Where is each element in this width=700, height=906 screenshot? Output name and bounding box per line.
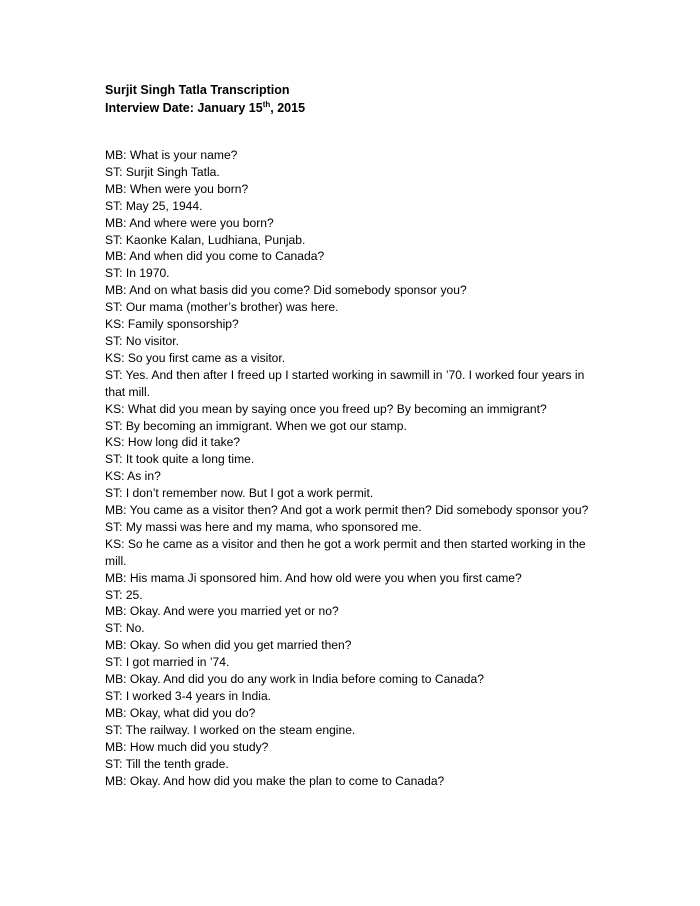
- transcript-line: ST: Till the tenth grade.: [105, 756, 229, 771]
- transcript-line: MB: Okay. So when did you get married then?: [105, 638, 352, 653]
- transcript-line: KS: Family sponsorship?: [105, 317, 239, 332]
- transcript-body: [105, 147, 600, 789]
- transcript-line: ST: May 25, 1944.: [105, 198, 203, 213]
- transcript-line: MB: His mama Ji sponsored him. And how old were you when you first came?: [105, 570, 522, 585]
- transcript-line: MB: Okay, what did you do?: [105, 705, 256, 720]
- transcript-line: ST: By becoming an immigrant. When we got our stamp.: [105, 418, 407, 433]
- transcript-line: KS: How long did it take?: [105, 435, 241, 450]
- transcript-line: MB: Okay. And how did you make the plan to come to Canada?: [105, 773, 445, 788]
- transcript-line: MB: And when did you come to Canada?: [105, 249, 325, 264]
- transcript-line: ST: 25.: [105, 587, 143, 602]
- interview-date-ordinal: th: [262, 100, 271, 109]
- transcript-line: ST: No visitor.: [105, 333, 179, 348]
- document-header: [105, 81, 625, 117]
- transcript-line: MB: And where were you born?: [105, 215, 274, 230]
- interview-date: [105, 99, 625, 117]
- transcript-line: MB: What is your name?: [105, 148, 238, 162]
- transcript-line: ST: In 1970.: [105, 266, 170, 281]
- transcript-line: MB: Okay. And were you married yet or no?: [105, 604, 339, 619]
- transcript-line: MB: How much did you study?: [105, 739, 269, 754]
- transcript-line: KS: As in?: [105, 469, 161, 484]
- transcript-line: ST: Surjit Singh Tatla.: [105, 164, 220, 179]
- transcript-line: ST: I worked 3-4 years in India.: [105, 689, 272, 703]
- transcript-line: ST: Our mama (mother’s brother) was here.: [105, 300, 339, 315]
- transcript-line: ST: No.: [105, 621, 145, 636]
- transcript-line: ST: I got married in ’74.: [105, 655, 230, 670]
- transcript-line: MB: You came as a visitor then? And got a work permit then? Did somebody sponsor you?: [105, 503, 589, 518]
- transcript-line: ST: Yes. And then after I freed up I started working in sawmill in ’70. I worked four years in that mill.: [105, 367, 585, 399]
- transcript-line: ST: My massi was here and my mama, who sponsored me.: [105, 519, 422, 534]
- transcript-line: ST: It took quite a long time.: [105, 452, 255, 467]
- transcript-line: MB: And on what basis did you come? Did somebody sponsor you?: [105, 283, 467, 298]
- transcript-line: ST: I don’t remember now. But I got a work permit.: [105, 486, 374, 501]
- transcript-line: KS: So he came as a visitor and then he got a work permit and then started working in the mill.: [105, 536, 586, 568]
- transcript-line: KS: What did you mean by saying once you freed up? By becoming an immigrant?: [105, 401, 547, 416]
- transcript-line: ST: Kaonke Kalan, Ludhiana, Punjab.: [105, 232, 306, 247]
- document-title: Surjit Singh Tatla Transcription: [105, 83, 290, 97]
- interview-date-year: , 2015: [270, 101, 306, 115]
- transcript-line: KS: So you first came as a visitor.: [105, 350, 286, 365]
- transcript-line: MB: When were you born?: [105, 181, 249, 196]
- transcript-line: MB: Okay. And did you do any work in India before coming to Canada?: [105, 672, 484, 687]
- interview-date-prefix: Interview Date: January 15: [105, 101, 263, 115]
- transcript-line: ST: The railway. I worked on the steam engine.: [105, 722, 356, 737]
